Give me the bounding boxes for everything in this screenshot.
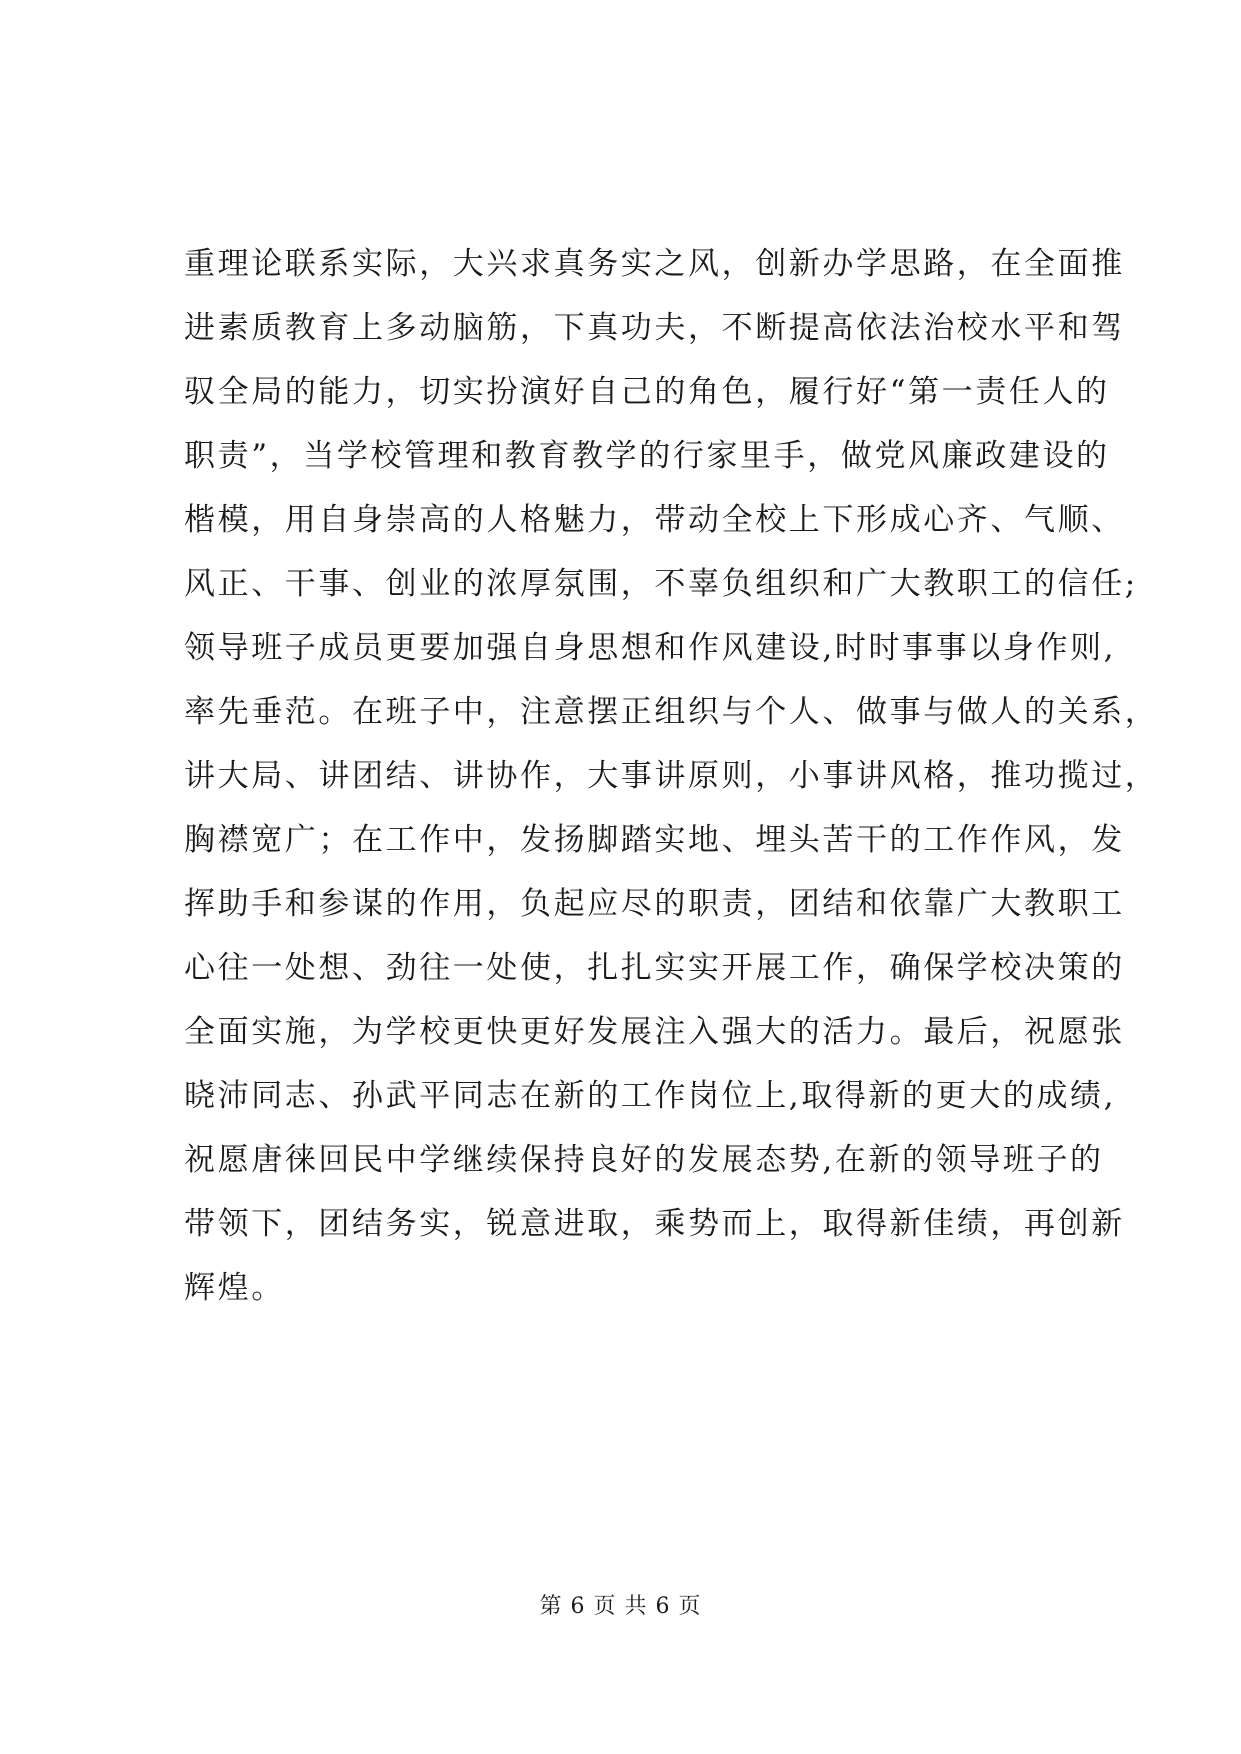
body-paragraph <box>184 232 1159 1320</box>
text-line: 辉煌。 <box>184 1270 285 1306</box>
text-line: 胸襟宽广；在工作中，发扬脚踏实地、埋头苦干的工作作风，发 <box>184 822 1125 858</box>
text-line: 风正、干事、创业的浓厚氛围，不辜负组织和广大教职工的信任; <box>184 566 1138 602</box>
text-line: 讲大局、讲团结、讲协作，大事讲原则，小事讲风格，推功揽过， <box>184 758 1159 794</box>
page-number-footer: 第 6 页 共 6 页 <box>539 1594 702 1619</box>
text-line: 职责”，当学校管理和教育教学的行家里手，做党风廉政建设的 <box>184 438 1110 474</box>
text-line: 驭全局的能力，切实扮演好自己的角色，履行好“第一责任人的 <box>184 374 1110 410</box>
text-line: 全面实施，为学校更快更好发展注入强大的活力。最后，祝愿张 <box>184 1014 1125 1050</box>
text-line: 挥助手和参谋的作用，负起应尽的职责，团结和依靠广大教职工 <box>184 886 1125 922</box>
text-line: 重理论联系实际，大兴求真务实之风，创新办学思路，在全面推 <box>184 246 1125 282</box>
text-line: 进素质教育上多动脑筋，下真功夫，不断提高依法治校水平和驾 <box>184 310 1125 346</box>
text-line: 率先垂范。在班子中，注意摆正组织与个人、做事与做人的关系， <box>184 694 1159 730</box>
text-line: 楷模，用自身崇高的人格魅力，带动全校上下形成心齐、气顺、 <box>184 502 1125 538</box>
text-line: 晓沛同志、孙武平同志在新的工作岗位上,取得新的更大的成绩, <box>184 1078 1117 1114</box>
text-line: 祝愿唐徕回民中学继续保持良好的发展态势,在新的领导班子的 <box>184 1142 1104 1178</box>
text-line: 领导班子成员更要加强自身思想和作风建设,时时事事以身作则, <box>184 630 1117 666</box>
text-line: 带领下，团结务实，锐意进取，乘势而上，取得新佳绩，再创新 <box>184 1206 1125 1242</box>
text-line: 心往一处想、劲往一处使，扎扎实实开展工作，确保学校决策的 <box>184 950 1125 986</box>
